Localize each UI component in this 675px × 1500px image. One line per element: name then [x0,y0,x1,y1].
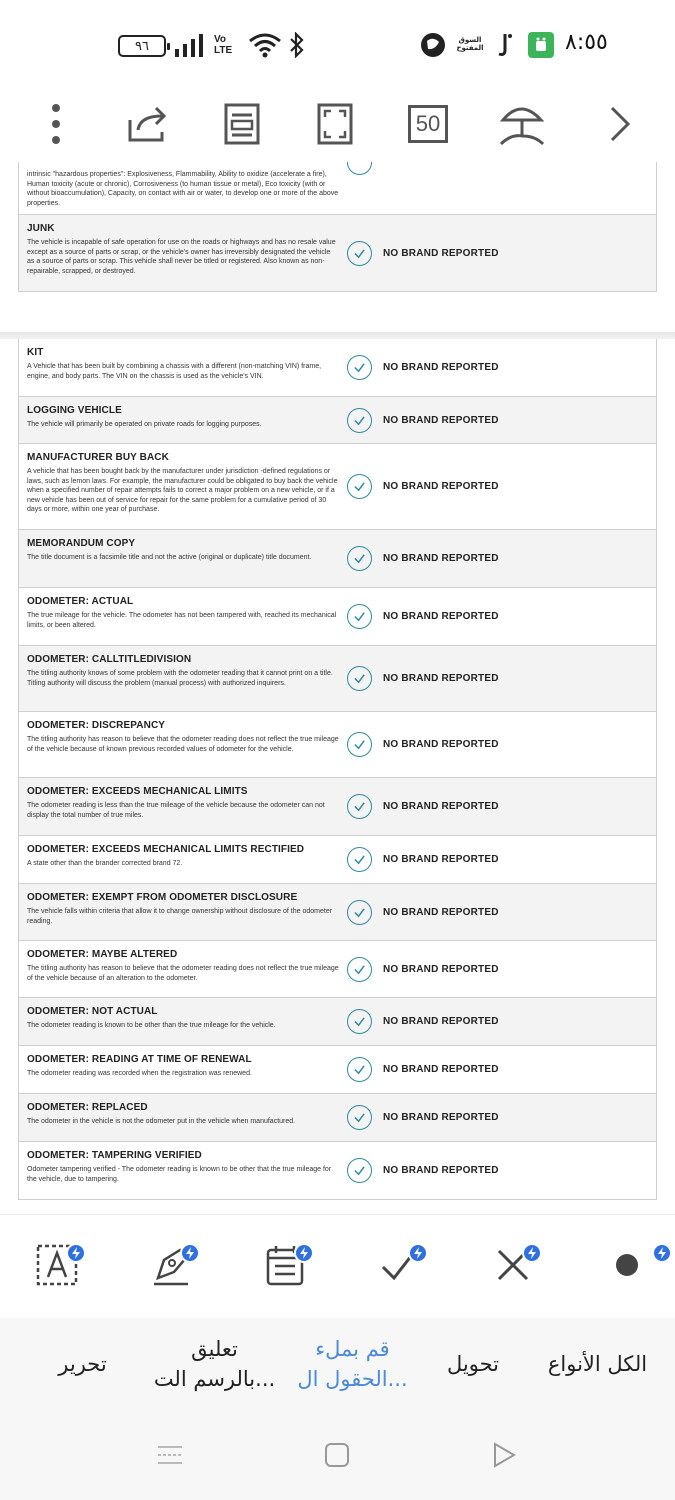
tab-edit[interactable]: تحرير [58,1352,107,1376]
row-description: A Vehicle that has been built by combining a chassis with a different (non-matching VIN) frame, engine, and body parts. The VIN on the chassis is used as the vehicle's VIN. [27,363,322,380]
check-icon [347,162,372,175]
table-row [18,998,657,1046]
tab-all-types[interactable]: الكل الأنواع [547,1352,648,1376]
status-text: NO BRAND REPORTED [383,1112,499,1123]
row-title: MANUFACTURER BUY BACK [27,452,169,463]
check-icon [347,408,372,433]
check-icon [347,1105,372,1130]
table-row [18,397,657,444]
battery-level: ٩٦ [135,38,149,54]
status-text: NO BRAND REPORTED [383,247,499,259]
row-description: The vehicle will primarily be operated on private roads for logging purposes. [27,421,262,428]
table-row [18,162,657,215]
row-title: LOGGING VEHICLE [27,405,122,416]
table-row [18,836,657,884]
premium-badge-icon [66,1243,86,1263]
premium-badge-icon [522,1243,542,1263]
row-title: JUNK [27,223,55,234]
check-icon [347,474,372,499]
checkmark-tool[interactable] [364,1235,434,1295]
signature-tool[interactable] [136,1235,206,1295]
row-title: ODOMETER: MAYBE ALTERED [27,949,178,960]
check-icon [347,1158,372,1183]
mode-tabs [0,1318,675,1410]
market-app-label: السوق المفتوح [456,37,484,52]
check-icon [347,241,372,266]
status-text: NO BRAND REPORTED [383,963,499,975]
volte-label: Vo LTE [214,34,233,56]
document-viewer[interactable] [0,162,675,1214]
row-description: The vehicle is incapable of safe operation for use on the roads or highways and has no resale value except as a source of parts or scrap, or the vehicle's owner has irreversibly designated the vehicle as a source of parts or scrap. This vehicle shall never be titled or registered. Also known as non-repairable, scrapped, or destroyed. [27,239,336,275]
market-app-icon [452,30,488,60]
table-row [18,339,657,397]
page-zoom-icon[interactable] [398,94,458,154]
row-description: The odometer reading was recorded when the registration was renewed. [27,1070,252,1077]
row-description: A vehicle that has been bought back by the manufacturer under jurisdiction -defined regulations or laws, such as lemon laws. For example, the manufacturer could be obligated to buy back the vehicle when a specified number of repair attempts fails to correct a major problem on a new vehicle, or if a new vehicle has been out of service for repair for the same problem for a cumulative period of 30 days or more, within one year of purchase. [27,468,338,513]
table-row [18,712,657,778]
green-app-icon [527,30,555,60]
table-row [18,1094,657,1142]
tab-convert[interactable]: تحويل [447,1352,499,1376]
table-row [18,530,657,588]
table-row [18,778,657,836]
row-description: The odometer in the vehicle is not the odometer put in the vehicle when manufactured. [27,1118,296,1125]
check-icon [347,847,372,872]
status-text: NO BRAND REPORTED [383,1064,499,1075]
row-title: ODOMETER: EXCEEDS MECHANICAL LIMITS RECTIFIED [27,844,305,855]
status-text: NO BRAND REPORTED [383,739,499,750]
row-description: The true mileage for the vehicle. The odometer has not been tampered with, reached its mechanical limits, or been altered. [27,612,337,629]
table-row [18,1046,657,1094]
chevron-right-icon[interactable] [590,94,650,154]
row-description: The titling authority has reason to believe that the odometer reading does not reflect the true mileage of the vehicle because of an alteration to the odometer. [27,965,339,982]
clock: ٨:٥٥ [565,30,608,55]
home-icon[interactable] [317,1438,357,1472]
status-text: NO BRAND REPORTED [383,414,499,426]
row-title: ODOMETER: CALLTITLEDIVISION [27,654,192,665]
status-text: NO BRAND REPORTED [383,906,499,918]
status-text: NO BRAND REPORTED [383,1016,499,1027]
row-title: ODOMETER: NOT ACTUAL [27,1006,158,1017]
premium-badge-icon [652,1243,672,1263]
table-row [18,941,657,998]
notification-icon [494,30,516,60]
table-row [18,884,657,941]
row-description: The odometer reading is known to be other than the true mileage for the vehicle. [27,1022,276,1029]
table-row [18,588,657,646]
status-text: NO BRAND REPORTED [383,673,499,684]
recents-icon[interactable] [150,1438,190,1472]
app-icon [418,30,448,60]
zoom-value: 50 [408,105,448,143]
tab-fill-fields[interactable]: قم بملء الحقول ال... [297,1337,408,1391]
row-description: The odometer reading is less than the true mileage of the vehicle because the odometer can not display the total number of true miles. [27,802,325,819]
cross-tool[interactable] [478,1235,548,1295]
status-text: NO BRAND REPORTED [383,611,499,622]
status-text: NO BRAND REPORTED [383,801,499,812]
table-row [18,1142,657,1200]
fullscreen-icon[interactable] [305,94,365,154]
row-description: A state other than the brander corrected brand 72. [27,860,183,867]
row-title: ODOMETER: DISCREPANCY [27,720,166,731]
page-1 [0,162,675,332]
row-title: ODOMETER: REPLACED [27,1102,148,1113]
partial-description: intrinsic "hazardous properties": Explosiveness, Flammability, Ability to oxidize (accelerate a fire), Human toxicity (acute or chronic), Corrosiveness (to human tissue or metal), Eco toxicity (with or without bioaccumulation), Capacity, on contact with air or water, to develop one or more of the above properties. [27,171,339,207]
row-title: ODOMETER: EXEMPT FROM ODOMETER DISCLOSURE [27,892,298,903]
fill-sign-toolbar [0,1214,675,1314]
check-icon [347,1009,372,1034]
battery-icon [118,35,166,57]
check-icon [347,604,372,629]
status-text: NO BRAND REPORTED [383,1165,499,1176]
text-box-tool[interactable] [22,1235,92,1295]
back-icon[interactable] [484,1438,524,1472]
status-text: NO BRAND REPORTED [383,854,499,865]
premium-badge-icon [180,1243,200,1263]
check-icon [347,957,372,982]
beach-mode-icon[interactable] [492,94,552,154]
row-title: ODOMETER: TAMPERING VERIFIED [27,1150,202,1161]
check-icon [347,794,372,819]
check-icon [347,355,372,380]
table-row [18,646,657,712]
signal-icon [172,30,208,60]
table-row [18,215,657,292]
volte-icon [214,30,242,60]
check-icon [347,1057,372,1082]
row-description: The title document is a facsimile title and not the active (original or duplicate) title document. [27,554,312,561]
date-tool[interactable] [250,1235,320,1295]
row-description: The titling authority knows of some problem with the odometer reading that it cannot print on a title. Titling authority will discuss the problem (manual process) with authorized inquirers. [27,670,333,687]
row-title: MEMORANDUM COPY [27,538,136,549]
bluetooth-icon [286,30,308,60]
table-row [18,444,657,530]
row-title: ODOMETER: EXCEEDS MECHANICAL LIMITS [27,786,248,797]
row-title: ODOMETER: ACTUAL [27,596,134,607]
check-icon [347,900,372,925]
page-2 [0,339,675,1214]
status-text: NO BRAND REPORTED [383,553,499,564]
dot-tool[interactable] [592,1235,662,1295]
status-text: NO BRAND REPORTED [383,481,499,492]
share-icon[interactable] [118,94,178,154]
row-description: The vehicle falls within criteria that allow it to change ownership without disclosure of the odometer reading. [27,908,333,925]
check-icon [347,666,372,691]
check-icon [347,546,372,571]
tab-annotate[interactable]: تعليق بالرسم الت... [153,1337,276,1391]
row-title: ODOMETER: READING AT TIME OF RENEWAL [27,1054,252,1065]
premium-badge-icon [408,1243,428,1263]
check-icon [347,732,372,757]
premium-badge-icon [294,1243,314,1263]
status-bar [0,0,675,90]
wifi-icon [246,30,284,60]
row-title: KIT [27,347,44,358]
system-nav-bar [0,1410,675,1500]
status-text: NO BRAND REPORTED [383,362,499,373]
row-description: Odometer tampering verified - The odometer reading is known to be other that the true mileage for the vehicle, due to tampering. [27,1166,332,1183]
top-toolbar [0,90,675,162]
row-description: The titling authority has reason to believe that the odometer reading does not reflect the true mileage of the vehicle because of known previous recorded values of odometer for the vehicle. [27,736,339,753]
more-vert-icon[interactable] [26,94,86,154]
reader-view-icon[interactable] [212,94,272,154]
